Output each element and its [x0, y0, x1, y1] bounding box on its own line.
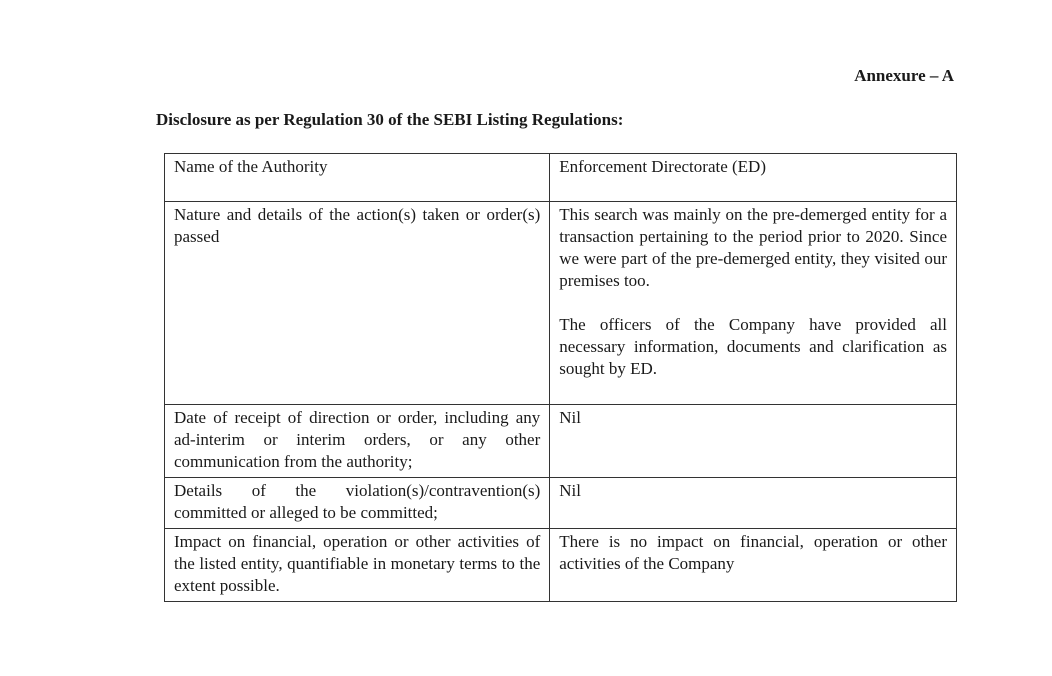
value-cell — [550, 529, 957, 602]
table-row-impact — [165, 529, 957, 602]
label-cell: Nature and details of the action(s) taken or order(s) passed — [165, 202, 550, 405]
annexure-label: Annexure – A — [854, 66, 954, 85]
value-text: Enforcement Directorate (ED) — [559, 157, 766, 176]
label-cell: Name of the Authority — [165, 154, 550, 202]
table-row-authority — [165, 154, 957, 202]
label-cell: Impact on financial, operation or other activities of the listed entity, quantifiable in monetary terms to the extent possible. — [165, 529, 550, 602]
table-row-violation-details — [165, 478, 957, 529]
value-text: Nil — [559, 408, 581, 427]
table-row-date-of-receipt — [165, 405, 957, 478]
value-text: The officers of the Company have provided all necessary information, documents and clarification as sought by ED. — [559, 315, 947, 378]
value-cell — [550, 154, 957, 202]
value-text: Nil — [559, 481, 581, 500]
table-row-nature-of-action — [165, 202, 957, 405]
value-text: This search was mainly on the pre-demerged entity for a transaction pertaining to the period prior to 2020. Since we were part of the pre-demerged entity, they visited our premises too. — [559, 205, 947, 290]
disclosure-table — [164, 153, 957, 602]
value-cell — [550, 478, 957, 529]
value-text: There is no impact on financial, operation or other activities of the Company — [559, 532, 947, 573]
label-cell: Date of receipt of direction or order, including any ad-interim or interim orders, or any other communication from the authority; — [165, 405, 550, 478]
label-cell: Details of the violation(s)/contravention(s) committed or alleged to be committed; — [165, 478, 550, 529]
value-cell — [550, 405, 957, 478]
disclosure-heading: Disclosure as per Regulation 30 of the SEBI Listing Regulations: — [156, 110, 624, 129]
value-cell — [550, 202, 957, 405]
